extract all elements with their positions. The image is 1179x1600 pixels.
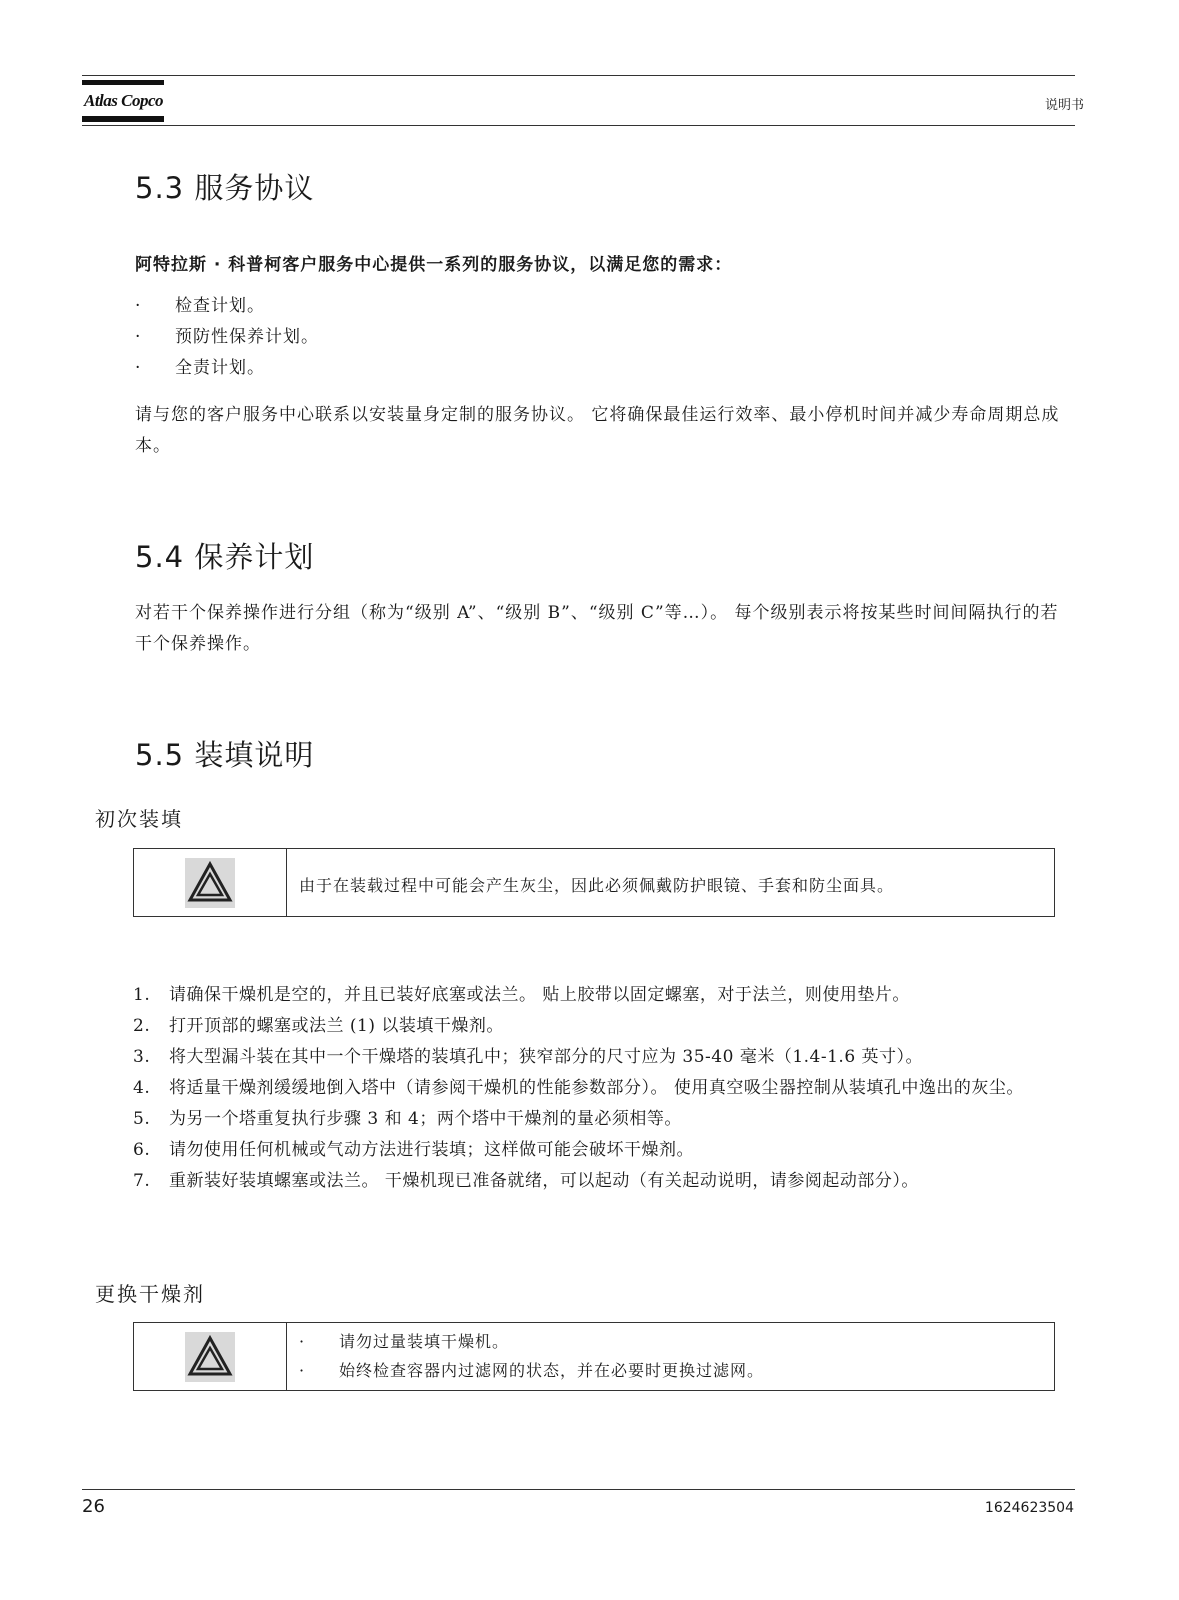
warning-triangle-icon [185, 858, 235, 908]
section-5-4-body: 对若干个保养操作进行分组（称为“级别 A”、“级别 B”、“级别 C”等…）。 每个级别表示将按某些时间间隔执行的若干个保养操作。 [135, 603, 1059, 654]
list-item [133, 1166, 1073, 1197]
list-item [133, 1073, 1073, 1104]
step-number: 1. [133, 985, 151, 1005]
warning-icon-cell [134, 849, 287, 916]
step-number: 6. [133, 1140, 151, 1160]
logo-bar-bottom [82, 116, 164, 122]
replace-desiccant-heading: 更换干燥剂 [95, 1282, 205, 1306]
list-item: · 预防性保养计划。 [135, 322, 319, 353]
section-5-4-title: 5.4 保养计划 [135, 540, 315, 574]
list-item [133, 1042, 1073, 1073]
list-item: · 请勿过量装填干燥机。 [299, 1327, 764, 1356]
warning-box-initial [133, 848, 1055, 917]
section-5-3-title: 5.3 服务协议 [135, 171, 315, 205]
list-item: · 检查计划。 [135, 291, 319, 322]
step-text: 将适量干燥剂缓缓地倒入塔中（请参阅干燥机的性能参数部分）。 使用真空吸尘器控制从装填孔中逸出的灰尘。 [169, 1078, 1024, 1098]
step-text: 将大型漏斗装在其中一个干燥塔的装填孔中；狭窄部分的尺寸应为 35-40 毫米（1.4-1.6 英寸）。 [169, 1047, 924, 1067]
step-text: 打开顶部的螺塞或法兰 (1) 以装填干燥剂。 [169, 1016, 504, 1036]
step-text: 重新装好装填螺塞或法兰。 干燥机现已准备就绪，可以起动（有关起动说明，请参阅起动部分）。 [169, 1171, 919, 1191]
step-text: 请确保干燥机是空的，并且已装好底塞或法兰。 贴上胶带以固定螺塞，对于法兰，则使用垫片。 [169, 985, 910, 1005]
logo-bar-top [82, 80, 164, 85]
step-number: 7. [133, 1171, 151, 1191]
doc-number: 1624623504 [984, 1500, 1074, 1516]
step-number: 2. [133, 1016, 151, 1036]
warning-text: 由于在装载过程中可能会产生灰尘，因此必须佩戴防护眼镜、手套和防尘面具。 [299, 876, 895, 895]
replace-warning-list [299, 1327, 764, 1385]
header-rule-top [82, 75, 1075, 76]
atlas-copco-logo: Atlas Copco [84, 91, 164, 110]
step-text: 请勿使用任何机械或气动方法进行装填；这样做可能会破坏干燥剂。 [169, 1140, 694, 1160]
warning-icon-cell [134, 1323, 287, 1390]
initial-fill-heading: 初次装填 [95, 807, 183, 831]
footer-rule [82, 1489, 1075, 1490]
section-5-3-body: 请与您的客户服务中心联系以安装量身定制的服务协议。 它将确保最佳运行效率、最小停机时间并减少寿命周期总成本。 [135, 405, 1060, 456]
list-item [133, 1135, 1073, 1166]
warning-triangle-icon [185, 1332, 235, 1382]
header-rule-bottom [82, 125, 1075, 126]
list-item [133, 980, 1073, 1011]
list-item [133, 1011, 1073, 1042]
section-5-5-title: 5.5 装填说明 [135, 738, 315, 772]
doc-type-label: 说明书 [1044, 98, 1084, 113]
warning-box-replace [133, 1322, 1055, 1391]
service-plan-list [135, 291, 319, 384]
step-text: 为另一个塔重复执行步骤 3 和 4；两个塔中干燥剂的量必须相等。 [169, 1109, 682, 1129]
step-number: 3. [133, 1047, 151, 1067]
page-number: 26 [82, 1496, 105, 1517]
step-number: 4. [133, 1078, 151, 1098]
step-number: 5. [133, 1109, 151, 1129]
list-item: · 始终检查容器内过滤网的状态，并在必要时更换过滤网。 [299, 1356, 764, 1385]
list-item: · 全责计划。 [135, 353, 319, 384]
list-item [133, 1104, 1073, 1135]
initial-fill-steps [133, 980, 1073, 1197]
section-5-3-lead: 阿特拉斯 · 科普柯客户服务中心提供一系列的服务协议，以满足您的需求： [135, 255, 733, 275]
